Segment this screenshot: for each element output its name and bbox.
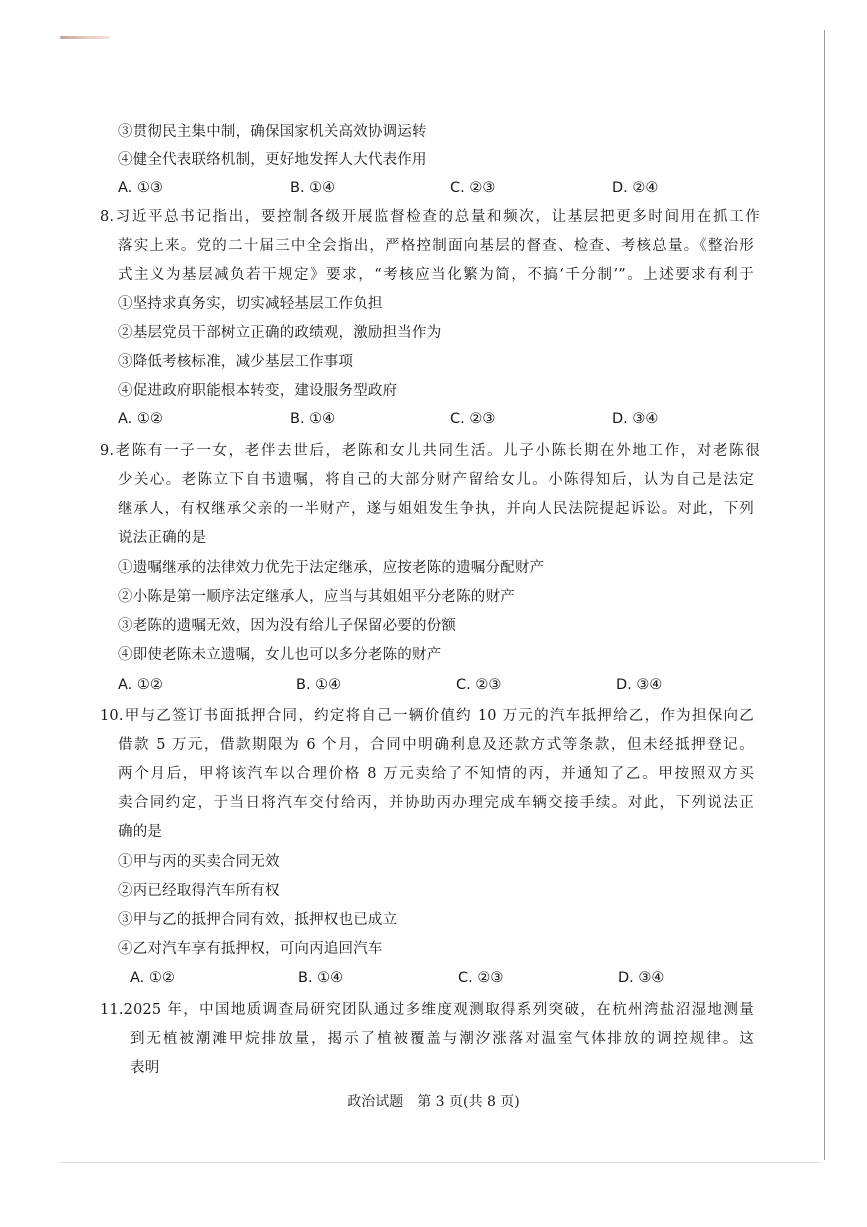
q8-stem-line-3: 式主义为基层减负若干规定》要求，“考核应当化繁为简，不搞‘千分制’”。上述要求有利于	[118, 267, 754, 283]
q8-choice-d: D. ③④	[612, 411, 659, 427]
q9-option-2: ②小陈是第一顺序法定继承人，应当与其姐姐平分老陈的财产	[118, 589, 515, 605]
q9-option-3: ③老陈的遗嘱无效，因为没有给儿子保留必要的份额	[118, 618, 457, 634]
page-footer: 政治试题 第 3 页(共 8 页)	[347, 1094, 520, 1110]
q10-option-4: ④乙对汽车享有抵押权，可向丙追回汽车	[118, 941, 383, 957]
scan-mark	[60, 36, 110, 39]
q7-choice-b: B. ①④	[290, 180, 336, 196]
bottom-divider	[60, 1162, 820, 1163]
q9-choice-c: C. ②③	[456, 677, 502, 693]
q8-option-2: ②基层党员干部树立正确的政绩观，激励担当作为	[118, 325, 442, 341]
q9-option-1: ①遗嘱继承的法律效力优先于法定继承，应按老陈的遗嘱分配财产	[118, 560, 545, 576]
q7-choice-d: D. ②④	[612, 180, 659, 196]
q9-choice-b: B. ①④	[296, 677, 342, 693]
q10-stem-line-1: 10.甲与乙签订书面抵押合同，约定将自己一辆价值约 10 万元的汽车抵押给乙，作为担保向乙	[100, 708, 754, 724]
q8-choice-b: B. ①④	[290, 411, 336, 427]
page-edge-line	[824, 30, 825, 1160]
q10-stem-line-5: 确的是	[118, 824, 163, 840]
q7-option-4: ④健全代表联络机制，更好地发挥人大代表作用	[118, 152, 427, 168]
q10-option-2: ②丙已经取得汽车所有权	[118, 883, 280, 899]
q7-choice-a: A. ①③	[118, 180, 163, 196]
q8-option-1: ①坚持求真务实，切实减轻基层工作负担	[118, 296, 383, 312]
q11-stem-line-3: 表明	[130, 1060, 160, 1076]
q9-stem-line-1: 9.老陈有一子一女，老伴去世后，老陈和女儿共同生活。儿子小陈长期在外地工作，对老陈很	[100, 443, 760, 459]
q9-choice-d: D. ③④	[616, 677, 663, 693]
q8-option-4: ④促进政府职能根本转变，建设服务型政府	[118, 383, 398, 399]
q9-stem-line-4: 说法正确的是	[118, 530, 207, 546]
q10-stem-line-2: 借款 5 万元，借款期限为 6 个月，合同中明确利息及还款方式等条款，但未经抵押登记。	[118, 737, 754, 753]
q7-choice-c: C. ②③	[450, 180, 496, 196]
q10-stem-line-4: 卖合同约定，于当日将汽车交付给丙，并协助丙办理完成车辆交接手续。对此，下列说法正	[118, 795, 754, 811]
q10-choice-a: A. ①②	[130, 970, 175, 986]
q9-choice-a: A. ①②	[118, 677, 163, 693]
q8-option-3: ③降低考核标准，减少基层工作事项	[118, 354, 354, 370]
q9-stem-line-3: 继承人，有权继承父亲的一半财产，遂与姐姐发生争执，并向人民法院提起诉讼。对此，下列	[118, 501, 754, 517]
q10-stem-line-3: 两个月后，甲将该汽车以合理价格 8 万元卖给了不知情的丙，并通知了乙。甲按照双方买	[118, 766, 754, 782]
q9-option-4: ④即使老陈未立遗嘱，女儿也可以多分老陈的财产	[118, 647, 442, 663]
q8-choice-a: A. ①②	[118, 411, 163, 427]
q8-choice-c: C. ②③	[450, 411, 496, 427]
q8-stem-line-1: 8.习近平总书记指出，要控制各级开展监督检查的总量和频次，让基层把更多时间用在抓工作	[100, 209, 760, 225]
q10-choice-b: B. ①④	[298, 970, 344, 986]
q10-option-3: ③甲与乙的抵押合同有效，抵押权也已成立	[118, 912, 398, 928]
q11-stem-line-1: 11.2025 年，中国地质调查局研究团队通过多维度观测取得系列突破，在杭州湾盐沼湿地测量	[100, 1002, 754, 1018]
q8-stem-line-2: 落实上来。党的二十届三中全会指出，严格控制面向基层的督查、检查、考核总量。《整治形	[118, 238, 754, 254]
q10-choice-c: C. ②③	[458, 970, 504, 986]
q10-choice-d: D. ③④	[618, 970, 665, 986]
q10-option-1: ①甲与丙的买卖合同无效	[118, 854, 280, 870]
q7-option-3: ③贯彻民主集中制，确保国家机关高效协调运转	[118, 124, 427, 140]
q11-stem-line-2: 到无植被潮滩甲烷排放量，揭示了植被覆盖与潮汐涨落对温室气体排放的调控规律。这	[130, 1031, 754, 1047]
q9-stem-line-2: 少关心。老陈立下自书遗嘱，将自己的大部分财产留给女儿。小陈得知后，认为自己是法定	[118, 472, 754, 488]
